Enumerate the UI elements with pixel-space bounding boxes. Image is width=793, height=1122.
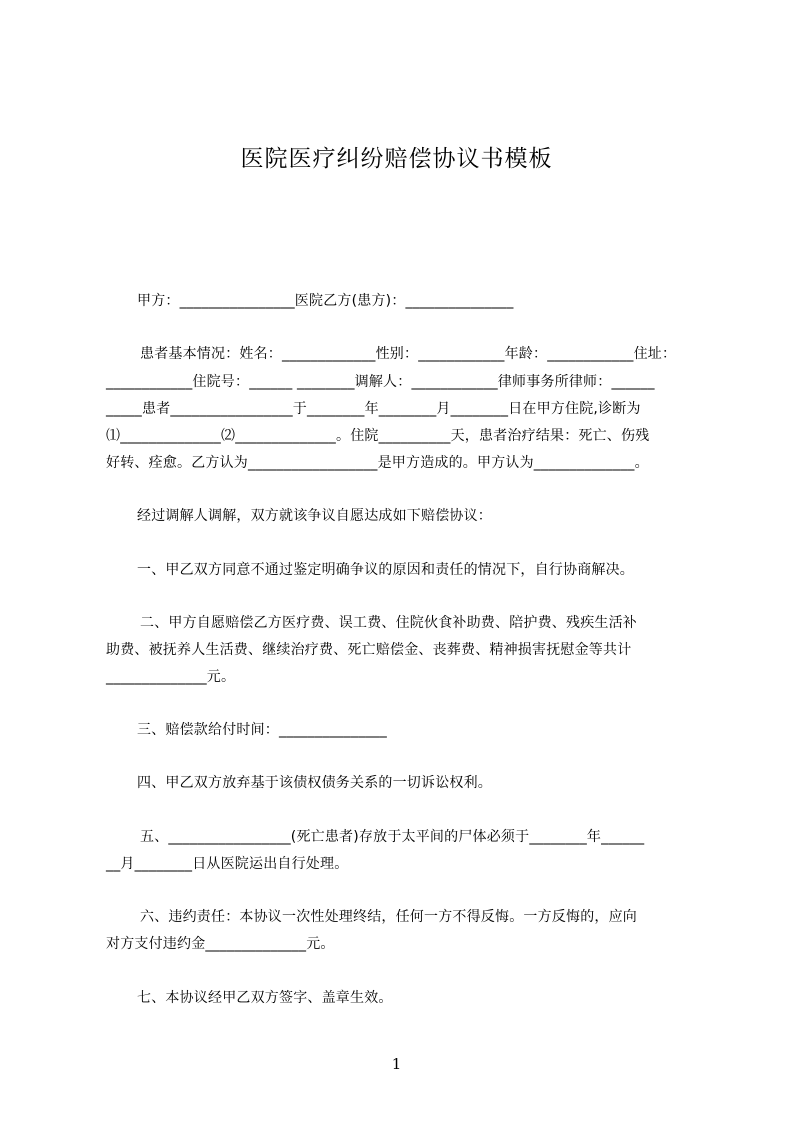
patient-info-line-3: _____患者_________________于________年________月________日在甲方住院,诊断为 bbox=[106, 401, 641, 417]
patient-info-line-4: ⑴______________⑵______________。住院__________天，患者治疗结果：死亡、伤残 bbox=[106, 428, 650, 444]
agreement-intro: 经过调解人调解，双方就该争议自愿达成如下赔偿协议： bbox=[137, 508, 492, 524]
patient-info-line-5: 好转、痊愈。乙方认为__________________是甲方造成的。甲方认为______________。 bbox=[106, 455, 649, 471]
page-number: 1 bbox=[391, 1055, 402, 1073]
clause-6-line-1: 六、违约责任：本协议一次性处理终结，任何一方不得反悔。一方反悔的，应向 bbox=[140, 909, 637, 925]
clause-1: 一、甲乙双方同意不通过鉴定明确争议的原因和责任的情况下，自行协商解决。 bbox=[137, 562, 634, 578]
document-title: 医院医疗纠纷赔偿协议书模板 bbox=[240, 146, 553, 172]
clause-5-line-2: __月________日从医院运出自行处理。 bbox=[106, 856, 349, 872]
clause-6-line-2: 对方支付违约金______________元。 bbox=[106, 936, 335, 952]
clause-7: 七、本协议经甲乙双方签字、盖章生效。 bbox=[137, 990, 393, 1006]
clause-3: 三、赔偿款给付时间：_______________ bbox=[137, 722, 387, 738]
clause-2-line-3: ______________元。 bbox=[106, 669, 236, 685]
clause-4: 四、甲乙双方放弃基于该债权债务关系的一切诉讼权利。 bbox=[137, 775, 492, 791]
clause-5-line-1: 五、_________________(死亡患者)存放于太平间的尸体必须于________年______ bbox=[140, 829, 645, 845]
clause-2-line-2: 助费、被抚养人生活费、继续治疗费、死亡赔偿金、丧葬费、精神损害抚慰金等共计 bbox=[106, 642, 632, 658]
patient-info-line-2: ____________住院号：______ ________调解人：____________律师事务所律师：______ bbox=[106, 374, 655, 390]
clause-2-line-1: 二、甲方自愿赔偿乙方医疗费、误工费、住院伙食补助费、陪护费、残疾生活补 bbox=[140, 615, 637, 631]
parties-line: 甲方：________________医院乙方(患方)：_______________ bbox=[137, 293, 514, 309]
patient-info-line-1: 患者基本情况：姓名：_____________性别：____________年龄：____________住址： bbox=[140, 346, 677, 362]
